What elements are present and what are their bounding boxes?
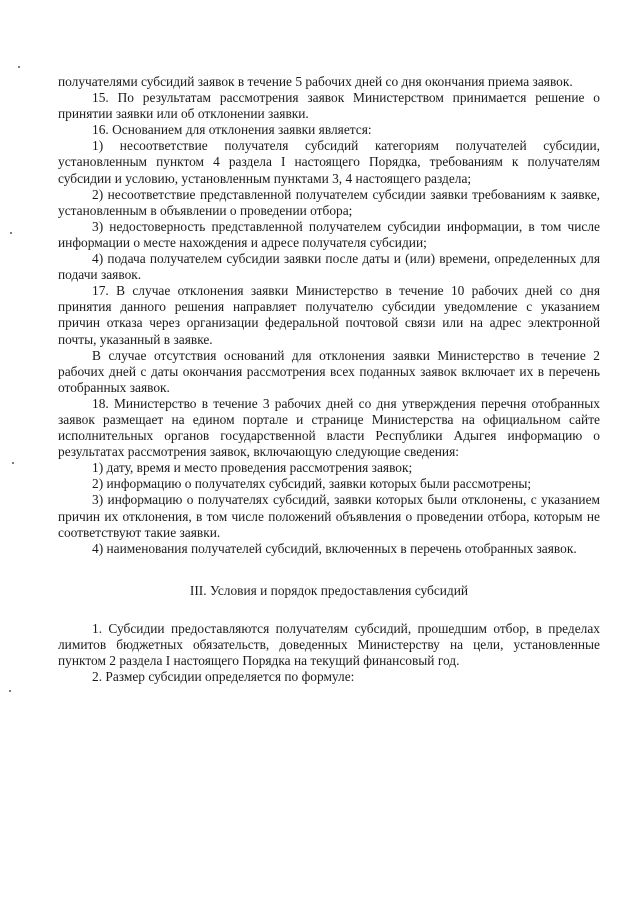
section-heading: III. Условия и порядок предоставления субсидий	[189, 582, 469, 598]
scan-speck	[18, 66, 20, 68]
paragraph-17: 17. В случае отклонения заявки Министерство в течение 10 рабочих дней со дня принятия данного решения направляет получателю субсидии уведомление с указанием причин отказа через организации федеральной почтовой связи или на адрес электронной почты, указанный в заявке.	[58, 283, 600, 347]
document-page	[58, 74, 600, 685]
paragraph-17-second: В случае отсутствия оснований для отклонения заявки Министерство в течение 2 рабочих дней с даты окончания рассмотрения всех поданных заявок включает их в перечень отобранных заявок.	[58, 347, 600, 395]
list-item-16-1: 1) несоответствие получателя субсидий категориям получателей субсидии, установленным пунктом 4 раздела I настоящего Порядка, требованиям к получателям субсидии и условию, установленным пунктами 3, 4 настоящего раздела;	[58, 138, 600, 186]
paragraph-15: 15. По результатам рассмотрения заявок Министерством принимается решение о принятии заявки или об отклонении заявки.	[58, 90, 600, 122]
scan-speck	[12, 462, 14, 464]
section3-paragraph-2: 2. Размер субсидии определяется по формуле:	[92, 669, 355, 685]
paragraph-18: 18. Министерство в течение 3 рабочих дней со дня утверждения перечня отобранных заявок размещает на едином портале и странице Министерства на официальном сайте исполнительных органов государственной власти Республики Адыгея информацию о результатах рассмотрения заявок, включающую следующие сведения:	[58, 395, 600, 460]
paragraph-16: 16. Основанием для отклонения заявки является:	[92, 122, 372, 138]
scan-speck	[10, 232, 12, 234]
list-item-16-4: 4) подача получателем субсидии заявки после даты и (или) времени, определенных для подачи заявок.	[58, 251, 600, 283]
paragraph-continuation: получателями субсидий заявок в течение 5 рабочих дней со дня окончания приема заявок.	[58, 74, 573, 89]
section3-paragraph-1: 1. Субсидии предоставляются получателям субсидий, прошедшим отбор, в пределах лимитов бюджетных обязательств, доведенных Министерству на цели, установленные пунктом 2 раздела I настоящего Порядка на текущий финансовый год.	[58, 620, 600, 669]
list-item-18-4: 4) наименования получателей субсидий, включенных в перечень отобранных заявок.	[92, 540, 577, 556]
list-item-18-1: 1) дату, время и место проведения рассмотрения заявок;	[92, 460, 413, 476]
list-item-18-2: 2) информацию о получателях субсидий, заявки которых были рассмотрены;	[92, 476, 532, 492]
list-item-16-3: 3) недостоверность представленной получателем субсидии информации, в том числе информации о месте нахождения и адресе получателя субсидии;	[58, 218, 600, 250]
scan-speck	[9, 690, 11, 692]
list-item-16-2: 2) несоответствие представленной получателем субсидии заявки требованиям к заявке, установленным в объявлении о проведении отбора;	[58, 186, 600, 218]
list-item-18-3: 3) информацию о получателях субсидий, заявки которых были отклонены, с указанием причин их отклонения, в том числе положений объявления о проведении отбора, которым не соответствуют такие заявки.	[58, 492, 600, 540]
